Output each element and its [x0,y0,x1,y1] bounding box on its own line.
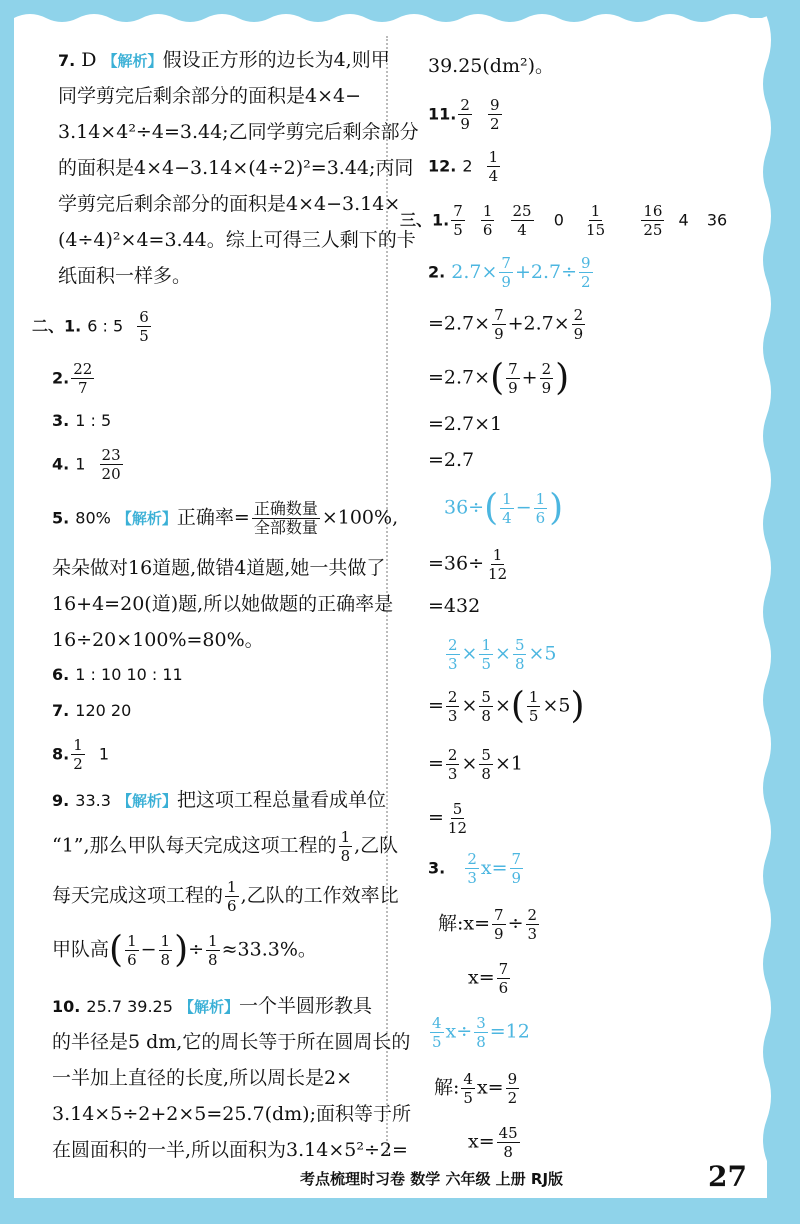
footer-text: 考点梳理时习卷 数学 六年级 上册 RJ版 [300,1170,564,1188]
q3-k1: $\frac{4}{5}$ x÷ $\frac{3}{8}$ =12 [432,1014,530,1051]
q5-line2: 朵朵做对16道题,做错4道题,她一共做了 [52,557,386,579]
q7-line7: 纸面积一样多。 [58,265,192,287]
q3-k3: x= $\frac{45}{8}$ [468,1124,518,1161]
q2-g1: $\frac{2}{3}$ × $\frac{1}{5}$ × $\frac{5}{8}$ ×5 [448,636,557,673]
s2-q9: 9. 33.3 【解析】把这项工程总量看成单位 [52,789,386,811]
s2-q3: 3. 1 : 5 [52,411,112,430]
q2-expr2: =2.7× $\frac{7}{9}$ +2.7× $\frac{2}{9}$ [428,306,584,343]
q7-line2: 同学剪完后剩余部分的面积是4×4− [58,85,362,107]
s2-q4: 4. 1 $\frac{23}{20}$ [52,446,121,483]
q7-line5: 学剪完后剩余部分的面积是4×4−3.14× [58,193,401,215]
q3-k2: 解: $\frac{4}{5}$ x= $\frac{9}{2}$ [434,1070,518,1107]
q10-line4: 3.14×5÷2+2×5=25.7(dm);面积等于所 [52,1103,411,1125]
q10-line5: 在圆面积的一半,所以面积为3.14×5²÷2= [52,1139,408,1161]
q2-expr1: 2. 2.7× $\frac{7}{9}$ +2.7÷ $\frac{9}{2}$ [428,254,591,291]
r-top: 39.25(dm²)。 [428,55,555,77]
q9-line4: 甲队高( $\frac{1}{6}$ − $\frac{1}{8}$ )÷ $\frac{1}{8}$ ≈33.3%。 [52,929,317,971]
s2-q5: 5. 80% 【解析】正确率= 正确数量 全部数量 ×100%, [52,499,399,537]
q3-h1: 3. $\frac{2}{3}$ x= $\frac{7}{9}$ [428,850,522,887]
s3-q1: 三、1. $\frac{7}{5}$ $\frac{1}{6}$ $\frac{25}{4}$ 0 $\frac{1}{15}$ $\frac{16}{25}$ 4 36 [400,202,728,239]
s2-q8: 8. $\frac{1}{2}$ 1 [52,736,110,773]
q5-line3: 16+4=20(道)题,所以她做题的正确率是 [52,593,394,615]
q2-g4: = $\frac{5}{12}$ [428,800,468,837]
q7-line4: 的面积是4×4−3.14×(4÷2)²=3.44;丙同 [58,157,414,179]
q7-line6: (4÷4)²×4=3.44。综上可得三人剩下的卡 [58,229,416,251]
q2-expr5: =2.7 [428,449,475,471]
q2-g2: = $\frac{2}{3}$ × $\frac{5}{8}$ ×( $\frac{1}{5}$ ×5) [428,685,585,727]
q11: 11. $\frac{2}{9}$ $\frac{9}{2}$ [428,96,500,133]
q2-g3: = $\frac{2}{3}$ × $\frac{5}{8}$ ×1 [428,746,523,783]
q5-line4: 16÷20×100%=80%。 [52,629,264,651]
q10-line3: 一半加上直径的长度,所以周长是2× [52,1067,353,1089]
q7-line1: 7. D 【解析】假设正方形的边长为4,则甲 [58,49,390,71]
q2-expr3: =2.7×( $\frac{7}{9}$ + $\frac{2}{9}$ ) [428,357,570,399]
q3-h3: x= $\frac{7}{6}$ [468,960,509,997]
s2-q10: 10. 25.7 39.25 【解析】一个半圆形教具 [52,995,372,1017]
s2-q1: 二、1. 6 : 5 $\frac{6}{5}$ [32,308,149,345]
q3-h2: 解:x= $\frac{7}{9}$ ÷ $\frac{2}{3}$ [438,906,538,943]
q12: 12. 2 $\frac{1}{4}$ [428,148,499,185]
q2-f1: 36÷( $\frac{1}{4}$ − $\frac{1}{6}$ ) [444,487,564,529]
page-number: 27 [708,1160,747,1193]
q9-line2: “1”,那么甲队每天完成这项工程的 $\frac{1}{8}$ ,乙队 [52,828,399,865]
q10-line2: 的半径是5 dm,它的周长等于所在圆周长的 [52,1031,411,1053]
q2-expr4: =2.7×1 [428,413,503,435]
q2-f3: =432 [428,595,481,617]
q9-line3: 每天完成这项工程的 $\frac{1}{6}$ ,乙队的工作效率比 [52,878,399,915]
s2-q7: 7. 120 20 [52,701,132,720]
q7-line3: 3.14×4²÷4=3.44;乙同学剪完后剩余部分 [58,121,419,143]
q2-f2: =36÷ $\frac{1}{12}$ [428,546,508,583]
s2-q2: 2. $\frac{22}{7}$ [52,360,93,397]
s2-q6: 6. 1 : 10 10 : 11 [52,665,183,684]
